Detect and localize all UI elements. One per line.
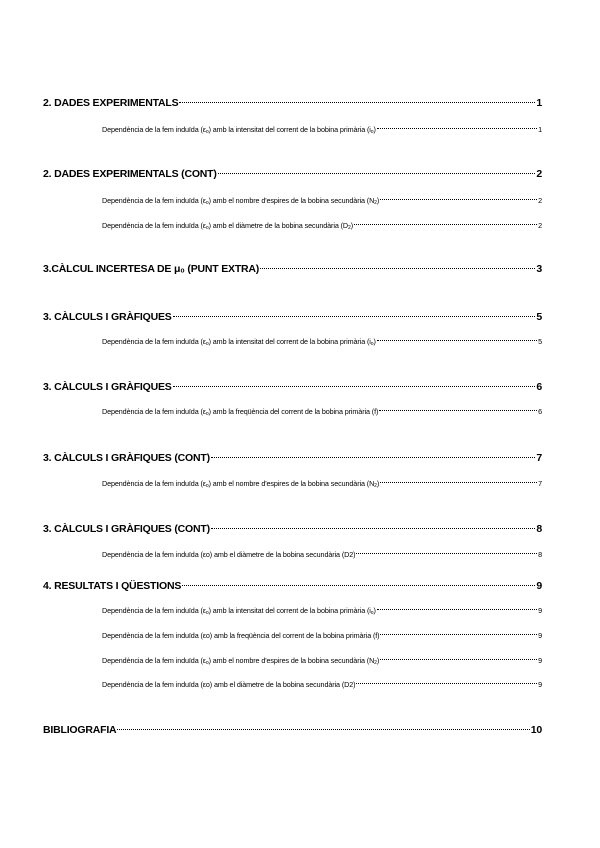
toc-entry-label: Dependència de la fem induïda $(\varepsilon_o)$ amb la intensitat del corrent de la bobina primària $(i_o)$	[102, 337, 376, 347]
toc-entry-label: Dependència de la fem induïda $(\varepsilon_o)$ amb la intensitat del corrent de la bobina primària $(i_o)$	[102, 606, 376, 616]
toc-entry-label: 3. CÀLCULS I GRÀFIQUES	[43, 311, 172, 323]
toc-entry-label: Dependència de la fem induïda $(\varepsilon_o)$ amb la intensitat del corrent de la bobina primària $(i_o)$	[102, 125, 376, 135]
toc-page-number: 10	[530, 724, 542, 736]
toc-entry-label: Dependència de la fem induïda $(\varepsilon_o)$ amb la freqüència del corrent de la bobina primària (f)	[102, 407, 379, 417]
toc-entry-label: Dependència de la fem induïda (εο) amb el diàmetre de la bobina secundària (D2)	[102, 680, 356, 689]
toc-page-number: 2	[538, 221, 542, 230]
dot-leader	[354, 224, 537, 225]
toc-entry-calculs-grafiques[interactable]	[43, 311, 542, 323]
toc-entry-calcul-incertesa[interactable]	[43, 263, 542, 275]
toc-entry-label: Dependència de la fem induïda $(\varepsilon_o)$ amb el diàmetre de la bobina secundària $(D_2)$	[102, 221, 354, 231]
dot-leader	[117, 729, 529, 730]
toc-page-number: 2	[536, 168, 542, 180]
toc-page-number: 1	[536, 97, 542, 109]
toc-entry-label: 2. DADES EXPERIMENTALS (CONT)	[43, 168, 217, 180]
dot-leader	[356, 553, 537, 554]
toc-entry-label: Dependència de la fem induïda (εο) amb la freqüència del corrent de la bobina primària (f)	[102, 631, 380, 640]
dot-leader	[380, 634, 537, 635]
dot-leader	[211, 457, 535, 458]
toc-entry-calculs-grafiques-cont[interactable]	[43, 452, 542, 464]
toc-entry-label: Dependència de la fem induïda (εο) amb el diàmetre de la bobina secundària (D2)	[102, 550, 356, 559]
dot-leader	[377, 340, 537, 341]
toc-subentry[interactable]	[102, 680, 542, 689]
toc-entry-label: 2. DADES EXPERIMENTALS	[43, 97, 179, 109]
toc-entry-dades-experimentals-cont[interactable]	[43, 168, 542, 180]
toc-subentry[interactable]	[102, 479, 542, 488]
dot-leader	[173, 386, 536, 387]
toc-page-number: 9	[538, 680, 542, 689]
toc-page-number: 7	[538, 479, 542, 488]
toc-page-number: 2	[538, 196, 542, 205]
toc-page-number: 9	[538, 631, 542, 640]
dot-leader	[380, 199, 537, 200]
toc-subentry[interactable]	[102, 337, 542, 346]
toc-subentry[interactable]	[102, 656, 542, 665]
toc-entry-label: 3. CÀLCULS I GRÀFIQUES	[43, 381, 172, 393]
toc-subentry[interactable]	[102, 221, 542, 230]
dot-leader	[182, 585, 535, 586]
toc-page-number: 9	[538, 606, 542, 615]
dot-leader	[379, 410, 537, 411]
toc-entry-label: Dependència de la fem induïda $(\varepsilon_o)$ amb el nombre d'espires de la bobina secundària $(N_2)$	[102, 656, 380, 666]
toc-entry-bibliografia[interactable]	[43, 724, 542, 736]
dot-leader	[260, 268, 535, 269]
toc-page-number: 1	[538, 125, 542, 134]
dot-leader	[380, 482, 537, 483]
toc-page-number: 8	[536, 523, 542, 535]
dot-leader	[356, 683, 537, 684]
toc-entry-label: BIBLIOGRAFIA	[43, 724, 117, 736]
toc-page-number: 8	[538, 550, 542, 559]
dot-leader	[179, 102, 535, 103]
toc-entry-label: Dependència de la fem induïda $(\varepsilon_o)$ amb el nombre d'espires de la bobina secundària $(N_2)$	[102, 196, 380, 206]
toc-entry-label: 3. CÀLCULS I GRÀFIQUES (CONT)	[43, 452, 210, 464]
dot-leader	[377, 128, 537, 129]
dot-leader	[173, 316, 536, 317]
toc-subentry[interactable]	[102, 407, 542, 416]
toc-page-number: 5	[538, 337, 542, 346]
toc-page-number: 3	[536, 263, 542, 275]
toc-entry-label: Dependència de la fem induïda $(\varepsilon_o)$ amb el nombre d'espires de la bobina secundària $(N_2)$	[102, 479, 380, 489]
toc-page-number: 6	[536, 381, 542, 393]
dot-leader	[380, 659, 537, 660]
toc-entry-label: 3.CÀLCUL INCERTESA DE μ₀ (PUNT EXTRA)	[43, 263, 260, 275]
toc-subentry[interactable]	[102, 631, 542, 640]
toc-subentry[interactable]	[102, 125, 542, 134]
toc-subentry[interactable]	[102, 550, 542, 559]
dot-leader	[218, 173, 536, 174]
toc-page-number: 7	[536, 452, 542, 464]
dot-leader	[211, 528, 535, 529]
toc-entry-calculs-grafiques-cont[interactable]	[43, 523, 542, 535]
toc-page-number: 6	[538, 407, 542, 416]
toc-entry-dades-experimentals[interactable]	[43, 97, 542, 109]
toc-entry-label: 4. RESULTATS I QÜESTIONS	[43, 580, 182, 592]
dot-leader	[377, 609, 537, 610]
toc-entry-resultats-questions[interactable]	[43, 580, 542, 592]
toc-page-number: 9	[538, 656, 542, 665]
toc-entry-calculs-grafiques[interactable]	[43, 381, 542, 393]
toc-subentry[interactable]	[102, 606, 542, 615]
toc-entry-label: 3. CÀLCULS I GRÀFIQUES (CONT)	[43, 523, 210, 535]
toc-page-number: 5	[536, 311, 542, 323]
toc-subentry[interactable]	[102, 196, 542, 205]
toc-page-number: 9	[536, 580, 542, 592]
